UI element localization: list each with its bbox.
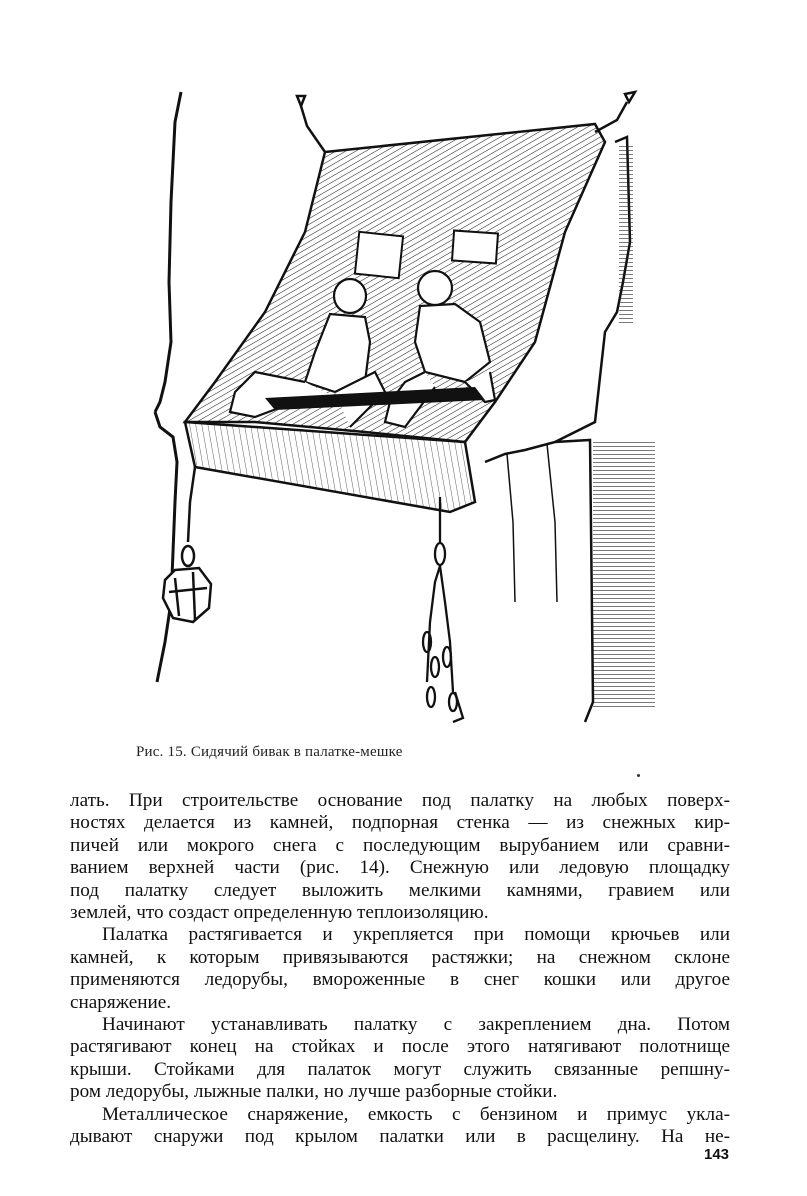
text-line: крыши. Стойками для палаток могут служить связанные репшну-: [70, 1058, 730, 1080]
paragraph: [70, 1014, 730, 1104]
paragraph: [70, 1104, 730, 1149]
text-line: Металлическое снаряжение, емкость с бензином и примус укла-: [102, 1103, 730, 1125]
text-line: лать. При строительстве основание под палатку на любых поверх-: [70, 790, 730, 811]
body-text: [70, 790, 730, 1149]
text-line: Начинают устанавливать палатку с закреплением дна. Потом: [102, 1014, 730, 1036]
text-line: пичей или мокрого снега с последующим вырубанием или сравни-: [70, 834, 730, 856]
print-dot: [637, 774, 640, 777]
text-line: под палатку следует выложить мелкими камнями, гравием или: [70, 879, 730, 901]
bivouac-illustration: [135, 82, 655, 730]
paragraph: [70, 924, 730, 1014]
paragraph: [70, 790, 730, 924]
hanging-bag-left: [163, 467, 211, 622]
text-line: ванием верхней части (рис. 14). Снежную или ледовую площадку: [70, 857, 730, 879]
hanging-gear-right: [423, 497, 463, 722]
text-line: ностях делается из камней, подпорная стенка — из снежных кир-: [70, 812, 730, 834]
page-number: 143: [704, 1146, 730, 1163]
text-line: дывают снаружи под крылом палатки или в расщелину. На не-: [70, 1126, 730, 1148]
text-line: камней, к которым привязываются растяжки; на снежном склоне: [70, 946, 730, 968]
text-line: применяются ледорубы, вмороженные в снег кошки или другое: [70, 969, 730, 991]
text-line: Палатка растягивается и укрепляется при помощи крючьев или: [102, 924, 730, 946]
text-line: землей, что создаст определенную теплоизоляцию.: [70, 902, 489, 924]
text-line: растягивают конец на стойках и после этого натягивают полотнище: [70, 1036, 730, 1058]
figure-caption: Рис. 15. Сидячий бивак в палатке-мешке: [136, 744, 403, 760]
text-line: ром ледорубы, лыжные палки, но лучше разборные стойки.: [70, 1081, 558, 1103]
text-line: снаряжение.: [70, 991, 172, 1013]
